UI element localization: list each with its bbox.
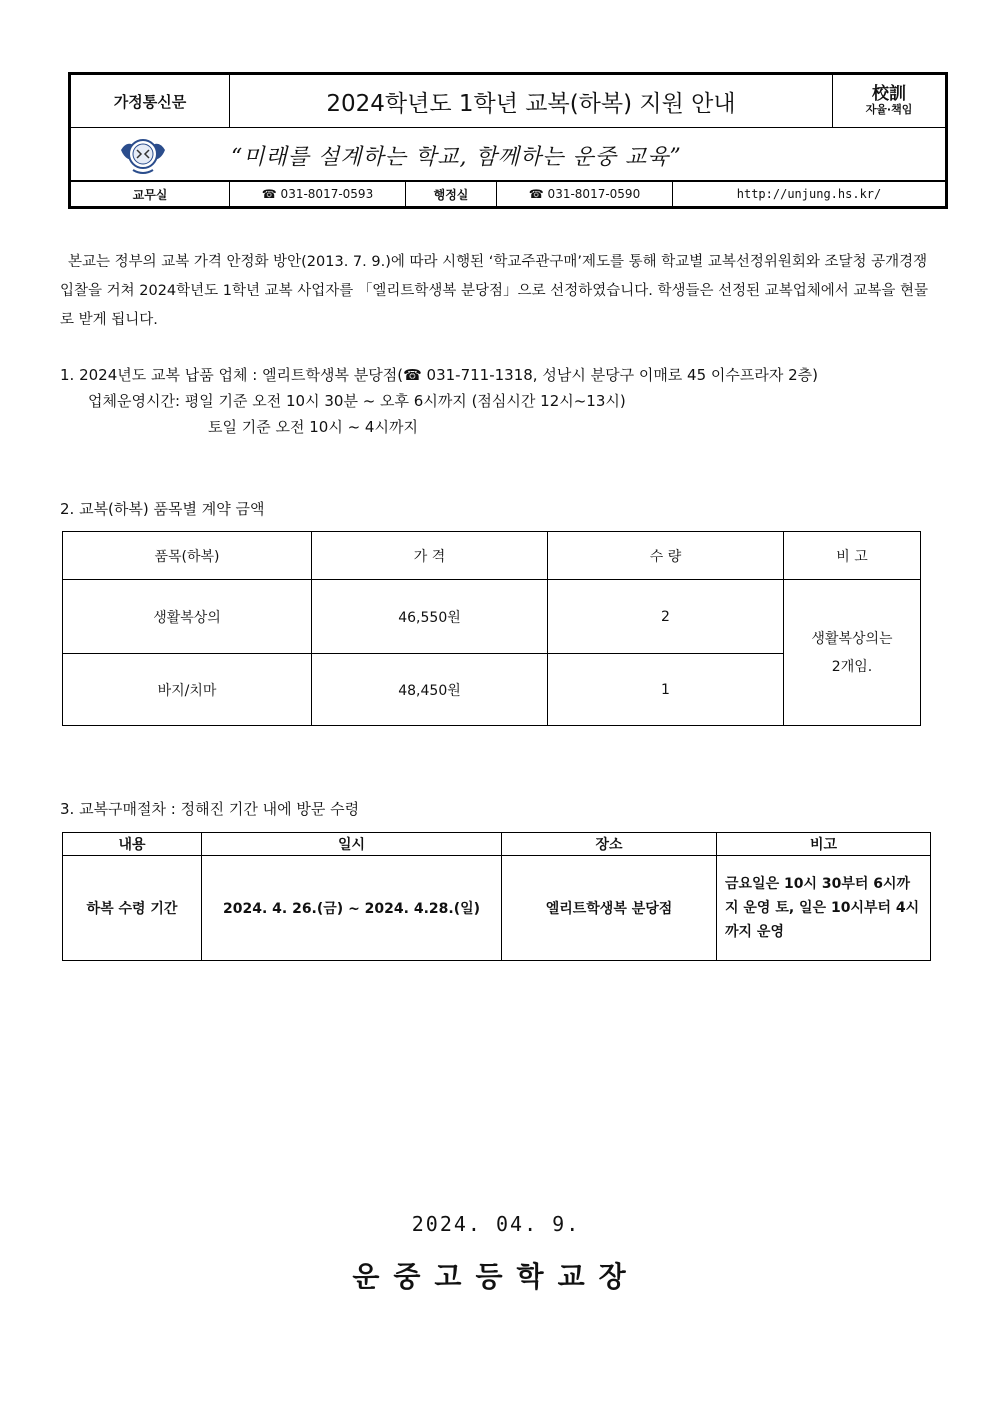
pickup-date: 2024. 4. 26.(금) ~ 2024. 4.28.(일) [202,856,502,961]
item-name: 바지/치마 [63,654,312,726]
price-note [784,580,921,726]
slogan-row [71,128,946,181]
pickup-col-content: 내용 [63,833,202,856]
pickup-note: 금요일은 10시 30부터 6시까지 운영 토, 일은 10시부터 4시까지 운영 [717,856,931,961]
issue-date: 2024. 04. 9. [411,1212,581,1236]
intro-paragraph [60,248,940,335]
item-qty: 1 [548,654,784,726]
price-col-price: 가 격 [312,532,548,580]
intro-text: 본교는 정부의 교복 가격 안정화 방안(2013. 7. 9.)에 따라 시행된 ‘학교주관구매’제도를 통해 학교별 교복선정위원회와 조달청 공개경쟁입찰을 거쳐 2024학년도 1학년 교복 사업자를 「엘리트학생복 분당점」으로 선정하였습니다. 학생들은 선정된 교복업체에서 교복을 현물로 받게 됩니다. [60,254,929,328]
letter-header [68,72,948,209]
price-col-note: 비 고 [784,532,921,580]
pickup-col-place: 장소 [502,833,717,856]
letter-kind: 가정통신문 [71,75,230,128]
table-row [63,856,931,961]
price-col-item: 품목(하복) [63,532,312,580]
section-2-title: 2. 교복(하복) 품목별 계약 금액 [60,500,265,518]
motto-value: 자율·책임 [865,103,913,116]
office1-phone: ☎ 031-8017-0593 [230,182,406,207]
item-qty: 2 [548,580,784,654]
price-note-line1: 생활복상의는 [811,630,893,647]
section-1 [60,362,940,440]
price-table [62,531,921,726]
pickup-col-note: 비고 [717,833,931,856]
item-price: 46,550원 [312,580,548,654]
pickup-content: 하복 수령 기간 [63,856,202,961]
pickup-table [62,832,931,961]
principal-signature: 운중고등학교장 [352,1260,640,1293]
page-title: 2024학년도 1학년 교복(하복) 지원 안내 [230,75,833,128]
school-url[interactable]: http://unjung.hs.kr/ [673,182,946,207]
school-motto [833,75,946,128]
office1-label: 교무실 [71,182,230,207]
section-3-title: 3. 교복구매절차 : 정해진 기간 내에 방문 수령 [60,800,360,818]
motto-label: 校訓 [872,84,906,104]
price-note-line2: 2개임. [831,658,873,675]
price-col-qty: 수 량 [548,532,784,580]
pickup-col-date: 일시 [202,833,502,856]
hours-weekday: 업체운영시간: 평일 기준 오전 10시 30분 ~ 오후 6시까지 (점심시간 12시~13시) [88,392,626,410]
item-price: 48,450원 [312,654,548,726]
school-slogan: “미래를 설계하는 학교, 함께하는 운중 교육” [231,145,682,170]
table-row [63,580,921,654]
contact-bar [70,181,946,207]
office2-phone: ☎ 031-8017-0590 [497,182,673,207]
office2-label: 행정실 [406,182,497,207]
school-emblem-icon [119,132,167,176]
pickup-place: 엘리트학생복 분당점 [502,856,717,961]
vendor-line: 1. 2024년도 교복 납품 업체 : 엘리트학생복 분당점(☎ 031-711-1318, 성남시 분당구 이매로 45 이수프라자 2층) [60,366,819,384]
hours-weekend: 토일 기준 오전 10시 ~ 4시까지 [208,418,418,436]
item-name: 생활복상의 [63,580,312,654]
